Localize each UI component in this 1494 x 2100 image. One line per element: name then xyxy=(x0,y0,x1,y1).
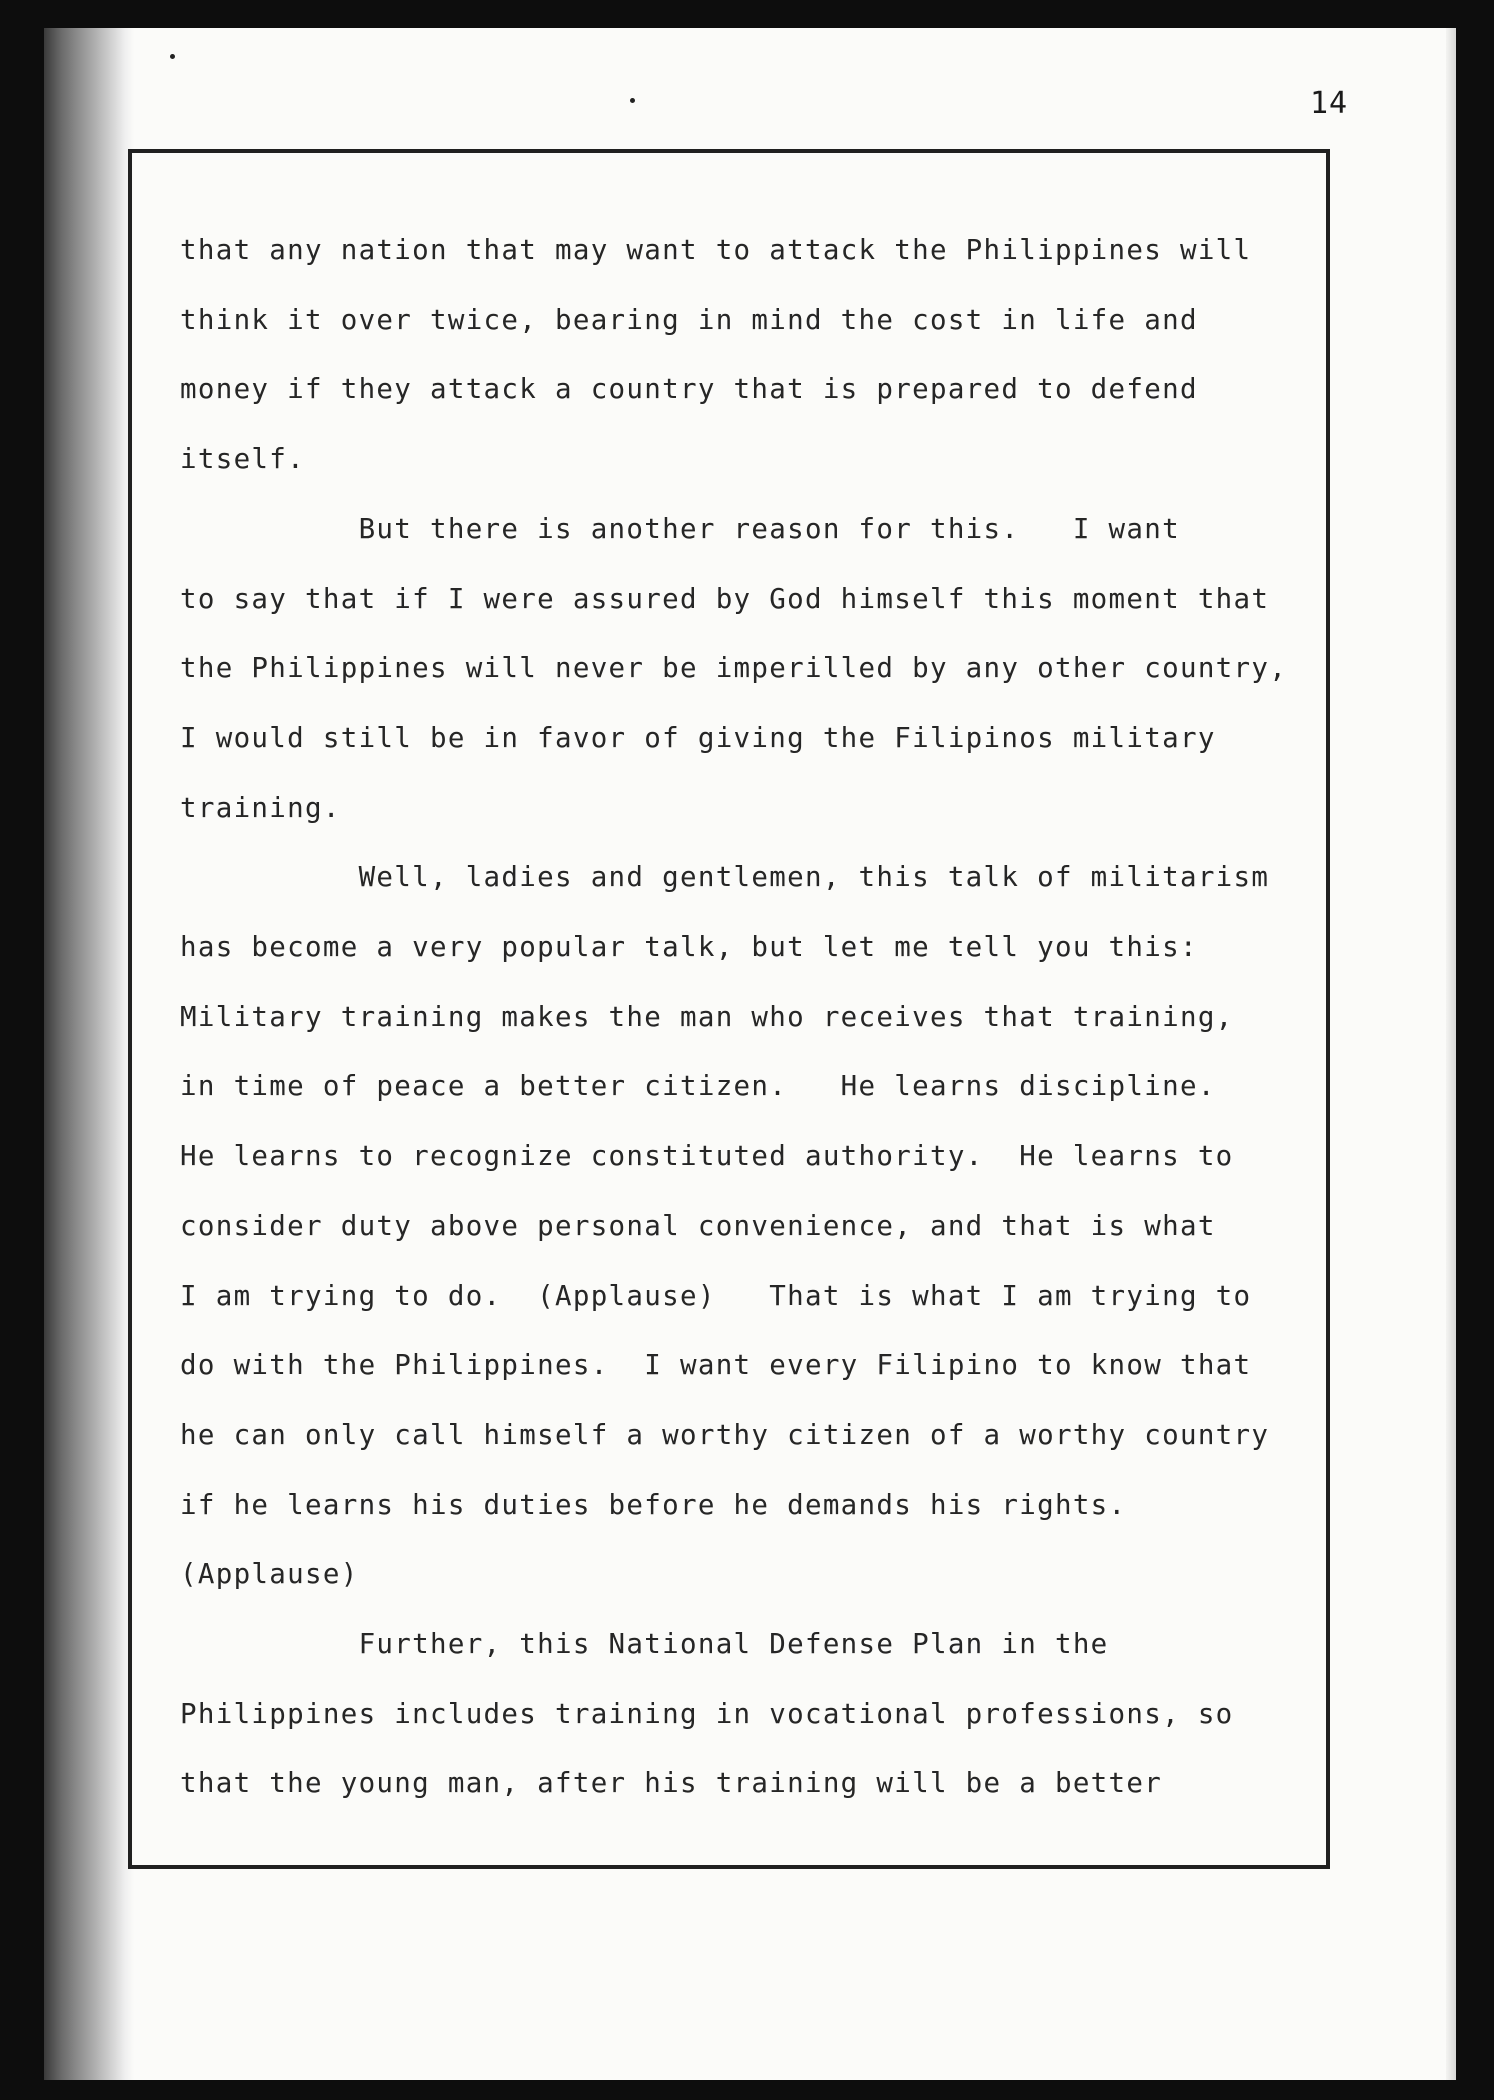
text-line: the Philippines will never be imperilled by any other country, xyxy=(180,652,1288,685)
text-line: if he learns his duties before he demands his rights. xyxy=(180,1488,1127,1521)
text-line: that any nation that may want to attack the Philippines will xyxy=(180,234,1252,266)
text-line: consider duty above personal convenience, and that is what xyxy=(180,1209,1216,1242)
text-line: in time of peace a better citizen. He learns discipline. xyxy=(180,1070,1216,1103)
text-line: But there is another reason for this. I want xyxy=(180,512,1180,545)
text-line: Further, this National Defense Plan in the xyxy=(180,1628,1109,1660)
text-line: to say that if I were assured by God himself this moment that xyxy=(180,582,1270,615)
page-number: 14 xyxy=(1310,86,1349,121)
paper-right-edge xyxy=(1446,28,1456,2080)
text-line: Military training makes the man who receives that training, xyxy=(180,1000,1234,1033)
binding-shadow xyxy=(44,28,134,2080)
ink-speck xyxy=(630,98,635,103)
text-line: he can only call himself a worthy citizen of a worthy country xyxy=(180,1418,1270,1451)
text-line: has become a very popular talk, but let me tell you this: xyxy=(180,931,1198,963)
text-line: think it over twice, bearing in mind the cost in life and xyxy=(180,303,1198,336)
text-line: Philippines includes training in vocational professions, so xyxy=(180,1697,1234,1730)
text-line: that the young man, after his training will be a better xyxy=(180,1767,1163,1800)
text-line: do with the Philippines. I want every Filipino to know that xyxy=(180,1349,1252,1382)
text-line: Well, ladies and gentlemen, this talk of militarism xyxy=(180,861,1270,894)
text-line: He learns to recognize constituted authority. He learns to xyxy=(180,1140,1234,1173)
text-line: training. xyxy=(180,791,341,824)
text-line: I would still be in favor of giving the Filipinos military xyxy=(180,721,1216,754)
text-line: (Applause) xyxy=(180,1558,359,1591)
text-line: I am trying to do. (Applause) That is what I am trying to xyxy=(180,1279,1252,1312)
ink-speck xyxy=(170,54,175,59)
text-line: itself. xyxy=(180,443,305,476)
text-line: money if they attack a country that is prepared to defend xyxy=(180,373,1198,406)
